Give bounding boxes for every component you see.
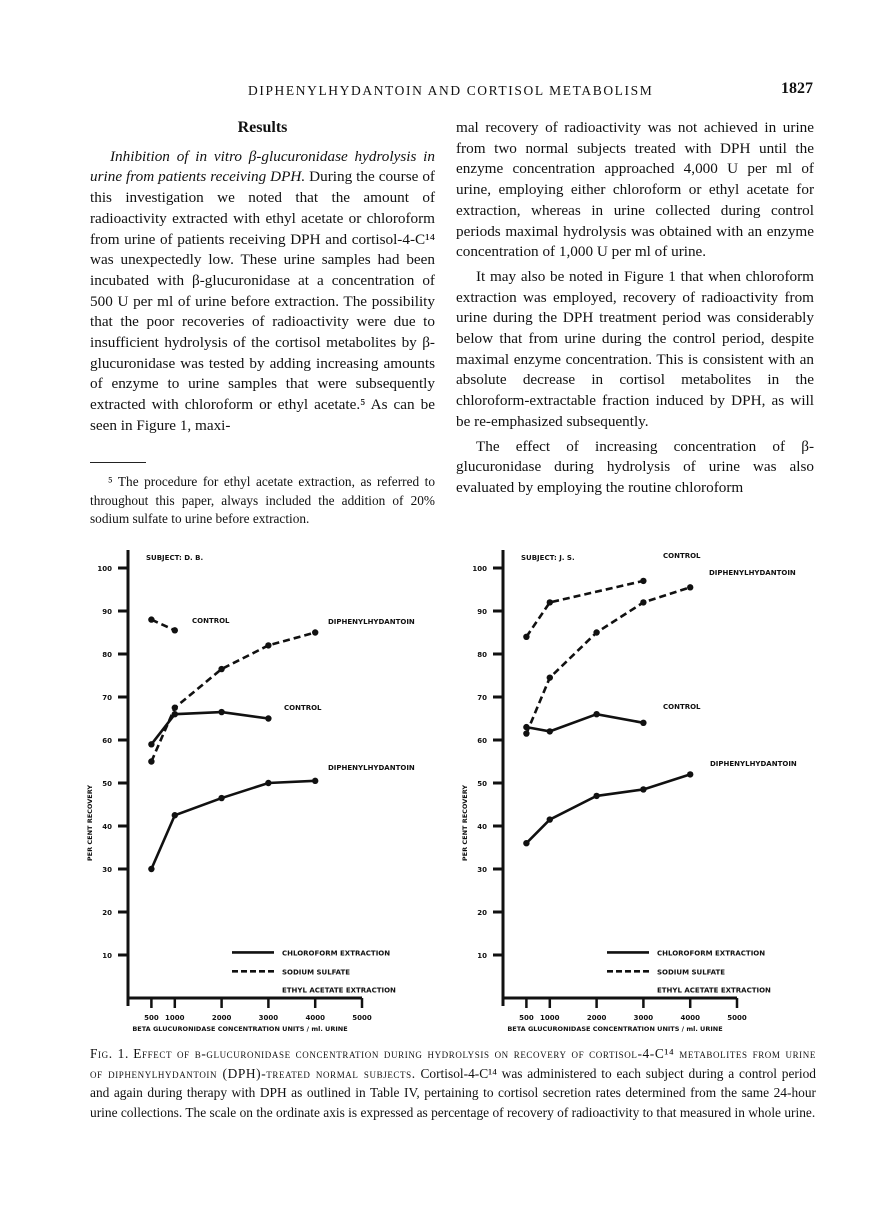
- data-point: [547, 674, 553, 680]
- series-label: DIPHENYLHYDANTOIN: [709, 569, 796, 577]
- legend-dashed-label-2: ETHYL ACETATE EXTRACTION: [657, 986, 771, 995]
- x-tick-label: 5000: [727, 1014, 747, 1022]
- data-point: [312, 629, 318, 635]
- series-label: DIPHENYLHYDANTOIN: [328, 618, 415, 626]
- x-tick-label: 4000: [680, 1014, 700, 1022]
- subject-label: SUBJECT: J. S.: [521, 554, 575, 562]
- y-tick-label: 90: [477, 608, 487, 616]
- series-line: [151, 620, 174, 631]
- y-tick-label: 30: [102, 866, 112, 874]
- legend-dashed-label-1: SODIUM SULFATE: [282, 968, 351, 977]
- series-label: DIPHENYLHYDANTOIN: [328, 764, 415, 772]
- data-point: [218, 666, 224, 672]
- data-point: [523, 730, 529, 736]
- y-tick-label: 60: [102, 737, 112, 745]
- data-point: [593, 629, 599, 635]
- data-point: [265, 780, 271, 786]
- y-tick-label: 40: [477, 823, 487, 831]
- data-point: [148, 866, 154, 872]
- data-point: [547, 728, 553, 734]
- data-point: [265, 715, 271, 721]
- y-tick-label: 20: [477, 909, 487, 917]
- y-tick-label: 100: [97, 565, 112, 573]
- x-axis-label: BETA GLUCURONIDASE CONCENTRATION UNITS / ml. URINE: [132, 1025, 348, 1033]
- series-label: CONTROL: [663, 552, 701, 560]
- y-tick-label: 20: [102, 909, 112, 917]
- x-tick-label: 1000: [165, 1014, 185, 1022]
- data-point: [640, 786, 646, 792]
- x-tick-label: 3000: [633, 1014, 654, 1022]
- data-point: [687, 771, 693, 777]
- series-line: [526, 774, 690, 843]
- series-label: DIPHENYLHYDANTOIN: [710, 760, 797, 768]
- data-point: [640, 599, 646, 605]
- data-point: [547, 816, 553, 822]
- x-tick-label: 500: [519, 1014, 534, 1022]
- data-point: [265, 642, 271, 648]
- y-tick-label: 50: [102, 780, 112, 788]
- series-line: [526, 581, 643, 637]
- data-point: [172, 812, 178, 818]
- figure-panel-subject-db: [80, 538, 440, 1038]
- data-point: [640, 720, 646, 726]
- y-axis-label: PER CENT RECOVERY: [461, 784, 469, 862]
- y-tick-label: 30: [477, 866, 487, 874]
- series-label: CONTROL: [663, 703, 701, 711]
- data-point: [312, 778, 318, 784]
- x-tick-label: 4000: [305, 1014, 325, 1022]
- data-point: [172, 705, 178, 711]
- y-tick-label: 90: [102, 608, 112, 616]
- y-tick-label: 60: [477, 737, 487, 745]
- data-point: [218, 795, 224, 801]
- data-point: [687, 584, 693, 590]
- text-column-left: [90, 118, 435, 437]
- caption-title: Effect of β-glucuronidase concentration during hydrolysis on recovery of cortisol-4-C¹⁴ metabolites from urine of diphenylhydantoin (DPH)-treated normal subjects.: [90, 1046, 816, 1081]
- footnote-rule: [90, 462, 146, 463]
- y-tick-label: 70: [102, 694, 112, 702]
- legend-solid-label: CHLOROFORM EXTRACTION: [657, 949, 766, 958]
- series-line: [151, 633, 315, 762]
- series-label: CONTROL: [192, 617, 230, 625]
- data-point: [148, 758, 154, 764]
- x-tick-label: 2000: [211, 1014, 232, 1022]
- x-tick-label: 3000: [258, 1014, 279, 1022]
- data-point: [148, 741, 154, 747]
- data-point: [547, 599, 553, 605]
- text-column-right: [456, 118, 814, 499]
- x-axis-label: BETA GLUCURONIDASE CONCENTRATION UNITS / ml. URINE: [507, 1025, 723, 1033]
- y-tick-label: 40: [102, 823, 112, 831]
- data-point: [218, 709, 224, 715]
- y-tick-label: 80: [102, 651, 112, 659]
- y-tick-label: 80: [477, 651, 487, 659]
- paragraph-1-start: [90, 147, 435, 437]
- series-line: [526, 714, 643, 731]
- y-axis-label: PER CENT RECOVERY: [86, 784, 94, 862]
- x-tick-label: 2000: [586, 1014, 607, 1022]
- x-tick-label: 1000: [540, 1014, 560, 1022]
- caption-label: Fig. 1.: [90, 1046, 129, 1061]
- paragraph-1-text-b: mal recovery of radioactivity was not achieved in urine from two normal subjects treated with DPH until the enzyme concentration approached 4,000 U per ml of urine, employing either chloroform or ethyl acetate for extraction, whereas in urine collected during control periods maximal hydrolysis was obtained with an enzyme concentration of 1,000 U per ml of urine.: [456, 119, 814, 261]
- paragraph-1-text-a: During the course of this investigation we noted that the amount of radioactivity extracted with ethyl acetate or chloroform from urine of patients receiving DPH and cortisol-4-C¹⁴ was unexpectedly low. These urine samples had been incubated with β-glucuronidase at a concentration of 500 U per ml of urine before extraction. The possibility that the poor recoveries of radioactivity were due to insufficient hydrolysis of the cortisol metabolites by β-glucuronidase was tested by adding increasing amounts of enzyme to urine samples that were subsequently extracted with chloroform or ethyl acetate.⁵ As can be seen in Figure 1, maxi-: [90, 168, 435, 434]
- y-tick-label: 10: [102, 952, 112, 960]
- figure-panel-subject-js: [455, 538, 825, 1038]
- x-tick-label: 500: [144, 1014, 159, 1022]
- running-header: DIPHENYLHYDANTOIN AND CORTISOL METABOLISM: [248, 83, 654, 98]
- data-point: [593, 711, 599, 717]
- legend-dashed-label-2: ETHYL ACETATE EXTRACTION: [282, 986, 396, 995]
- figure-caption: [90, 1044, 816, 1122]
- subject-label: SUBJECT: D. B.: [146, 554, 204, 562]
- section-heading: Results: [237, 119, 288, 136]
- y-tick-label: 100: [472, 565, 487, 573]
- y-tick-label: 50: [477, 780, 487, 788]
- chart-subject-db: [80, 538, 440, 1038]
- paragraph-2: It may also be noted in Figure 1 that when chloroform extraction was employed, recovery of radioactivity from urine during the DPH treatment period was considerably below that from urine during the control period, despite maximal enzyme concentration. This is consistent with an absolute decrease in cortisol metabolites in the chloroform-extractable fraction induced by DPH, as will be re-emphasized subsequently.: [456, 267, 814, 430]
- y-tick-label: 10: [477, 952, 487, 960]
- y-tick-label: 70: [477, 694, 487, 702]
- data-point: [148, 616, 154, 622]
- data-point: [523, 840, 529, 846]
- x-tick-label: 5000: [352, 1014, 372, 1022]
- legend-solid-label: CHLOROFORM EXTRACTION: [282, 949, 391, 958]
- data-point: [172, 627, 178, 633]
- series-line: [526, 587, 690, 733]
- series-line: [151, 712, 268, 744]
- data-point: [523, 634, 529, 640]
- paragraph-1-italic-lead: Inhibition of in vitro β-glucuronidase hydrolysis in urine from patients receiving DPH.: [90, 147, 435, 186]
- legend-dashed-label-1: SODIUM SULFATE: [657, 968, 726, 977]
- series-line: [151, 781, 315, 869]
- page-number: 1827: [781, 80, 813, 97]
- paragraph-3: The effect of increasing concentration of β-glucuronidase during hydrolysis of urine was also evaluated by employing the routine chloroform: [456, 437, 814, 496]
- chart-subject-js: [455, 538, 825, 1038]
- caption-text: Cortisol-4-C¹⁴ was administered to each subject during a control period and again during therapy with DPH as outlined in Table IV, pertaining to cortisol secretion rates determined from the same 24-hour urine collections. The scale on the ordinate axis is expressed as percentage of recovery of radioactivity to that measured in whole urine.: [90, 1065, 816, 1120]
- data-point: [172, 711, 178, 717]
- series-label: CONTROL: [284, 704, 322, 712]
- data-point: [593, 793, 599, 799]
- footnote: ⁵ The procedure for ethyl acetate extraction, as referred to throughout this paper, always included the addition of 20% sodium sulfate to urine before extraction.: [90, 474, 435, 526]
- data-point: [640, 578, 646, 584]
